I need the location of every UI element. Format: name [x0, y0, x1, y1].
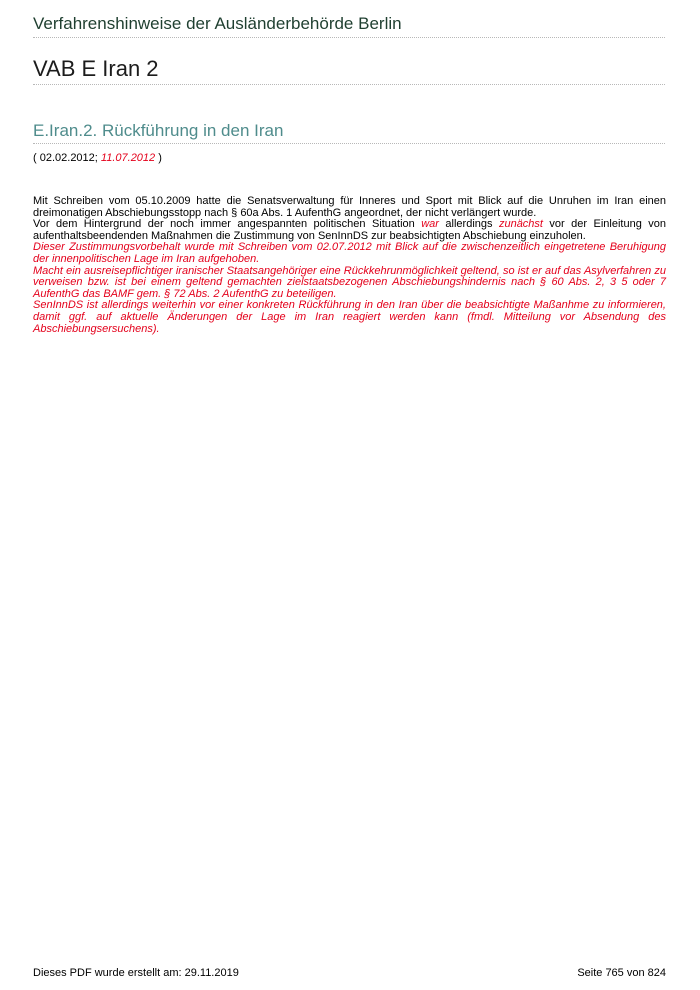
paragraph-information-seninnds: SenInnDS ist allerdings weiterhin vor einer konkreten Rückführung in den Iran über die beabsichtigte Maßanhme zu informieren, damit ggf. auf aktuelle Änderungen der Lage im Iran reagiert werden kann (fmdl. Mitteilung vor Absendung des Abschiebungsersuchens). — [33, 299, 666, 335]
date-original: 02.02.2012 — [39, 152, 95, 164]
paragraph-rueckkehrunmoeglichkeit: Macht ein ausreisepflichtiger iranischer Staatsangehöriger eine Rückkehrunmöglichkeit geltend, so ist er auf das Asylverfahren zu verweisen bzw. ist bei einem geltend gemachten zielstaatsbezogenen Abschiebungshindernis nach § 60 Abs. 2, 3 5 oder 7 AufenthG das BAMF gem. § 72 Abs. 2 AufenthG zu beteiligen. — [33, 264, 666, 300]
paragraph-zustimmung-war: war — [421, 218, 439, 231]
paragraph-zustimmung — [33, 219, 666, 242]
paragraph-abschiebungsstopp: Mit Schreiben vom 05.10.2009 hatte die Senatsverwaltung für Inneres und Sport mit Blick auf die Unruhen im Iran einen dreimonatigen Abschiebungsstopp nach § 60a Abs. 1 AufenthG angeordnet, der nicht verlängert wurde. — [33, 195, 666, 219]
paragraph-zustimmung-text-1: Vor dem Hintergrund der noch immer angespannten politischen Situation — [33, 218, 422, 231]
section-title: E.Iran.2. Rückführung in den Iran — [33, 120, 665, 144]
paragraph-zustimmung-zunaechst: zunächst — [498, 218, 543, 231]
dates-close: ) — [155, 152, 162, 164]
document-title: VAB E Iran 2 — [33, 56, 665, 85]
footer-page-number: Seite 765 von 824 — [577, 967, 666, 979]
dates-open: ( — [33, 152, 40, 164]
paragraph-zustimmung-text-2: allerdings — [438, 218, 499, 231]
date-revised: 11.07.2012 — [100, 152, 156, 164]
page-header-title: Verfahrenshinweise der Ausländerbehörde Berlin — [33, 13, 665, 38]
revision-dates — [33, 152, 162, 165]
paragraph-vorbehalt-aufgehoben: Dieser Zustimmungsvorbehalt wurde mit Schreiben vom 02.07.2012 mit Blick auf die zwischenzeitlich eingetretene Beruhigung der innenpolitischen Lage im Iran aufgehoben. — [33, 241, 666, 265]
document-body — [33, 196, 666, 335]
paragraph-zustimmung-text-3: vor der Einleitung von aufenthaltsbeendenden Maßnahmen die Zustimmung von SenInnDS zur beabsichtigten Abschiebung einzuholen. — [33, 218, 666, 242]
footer-created-date: Dieses PDF wurde erstellt am: 29.11.2019 — [33, 967, 239, 979]
dates-separator: ; — [94, 152, 101, 164]
